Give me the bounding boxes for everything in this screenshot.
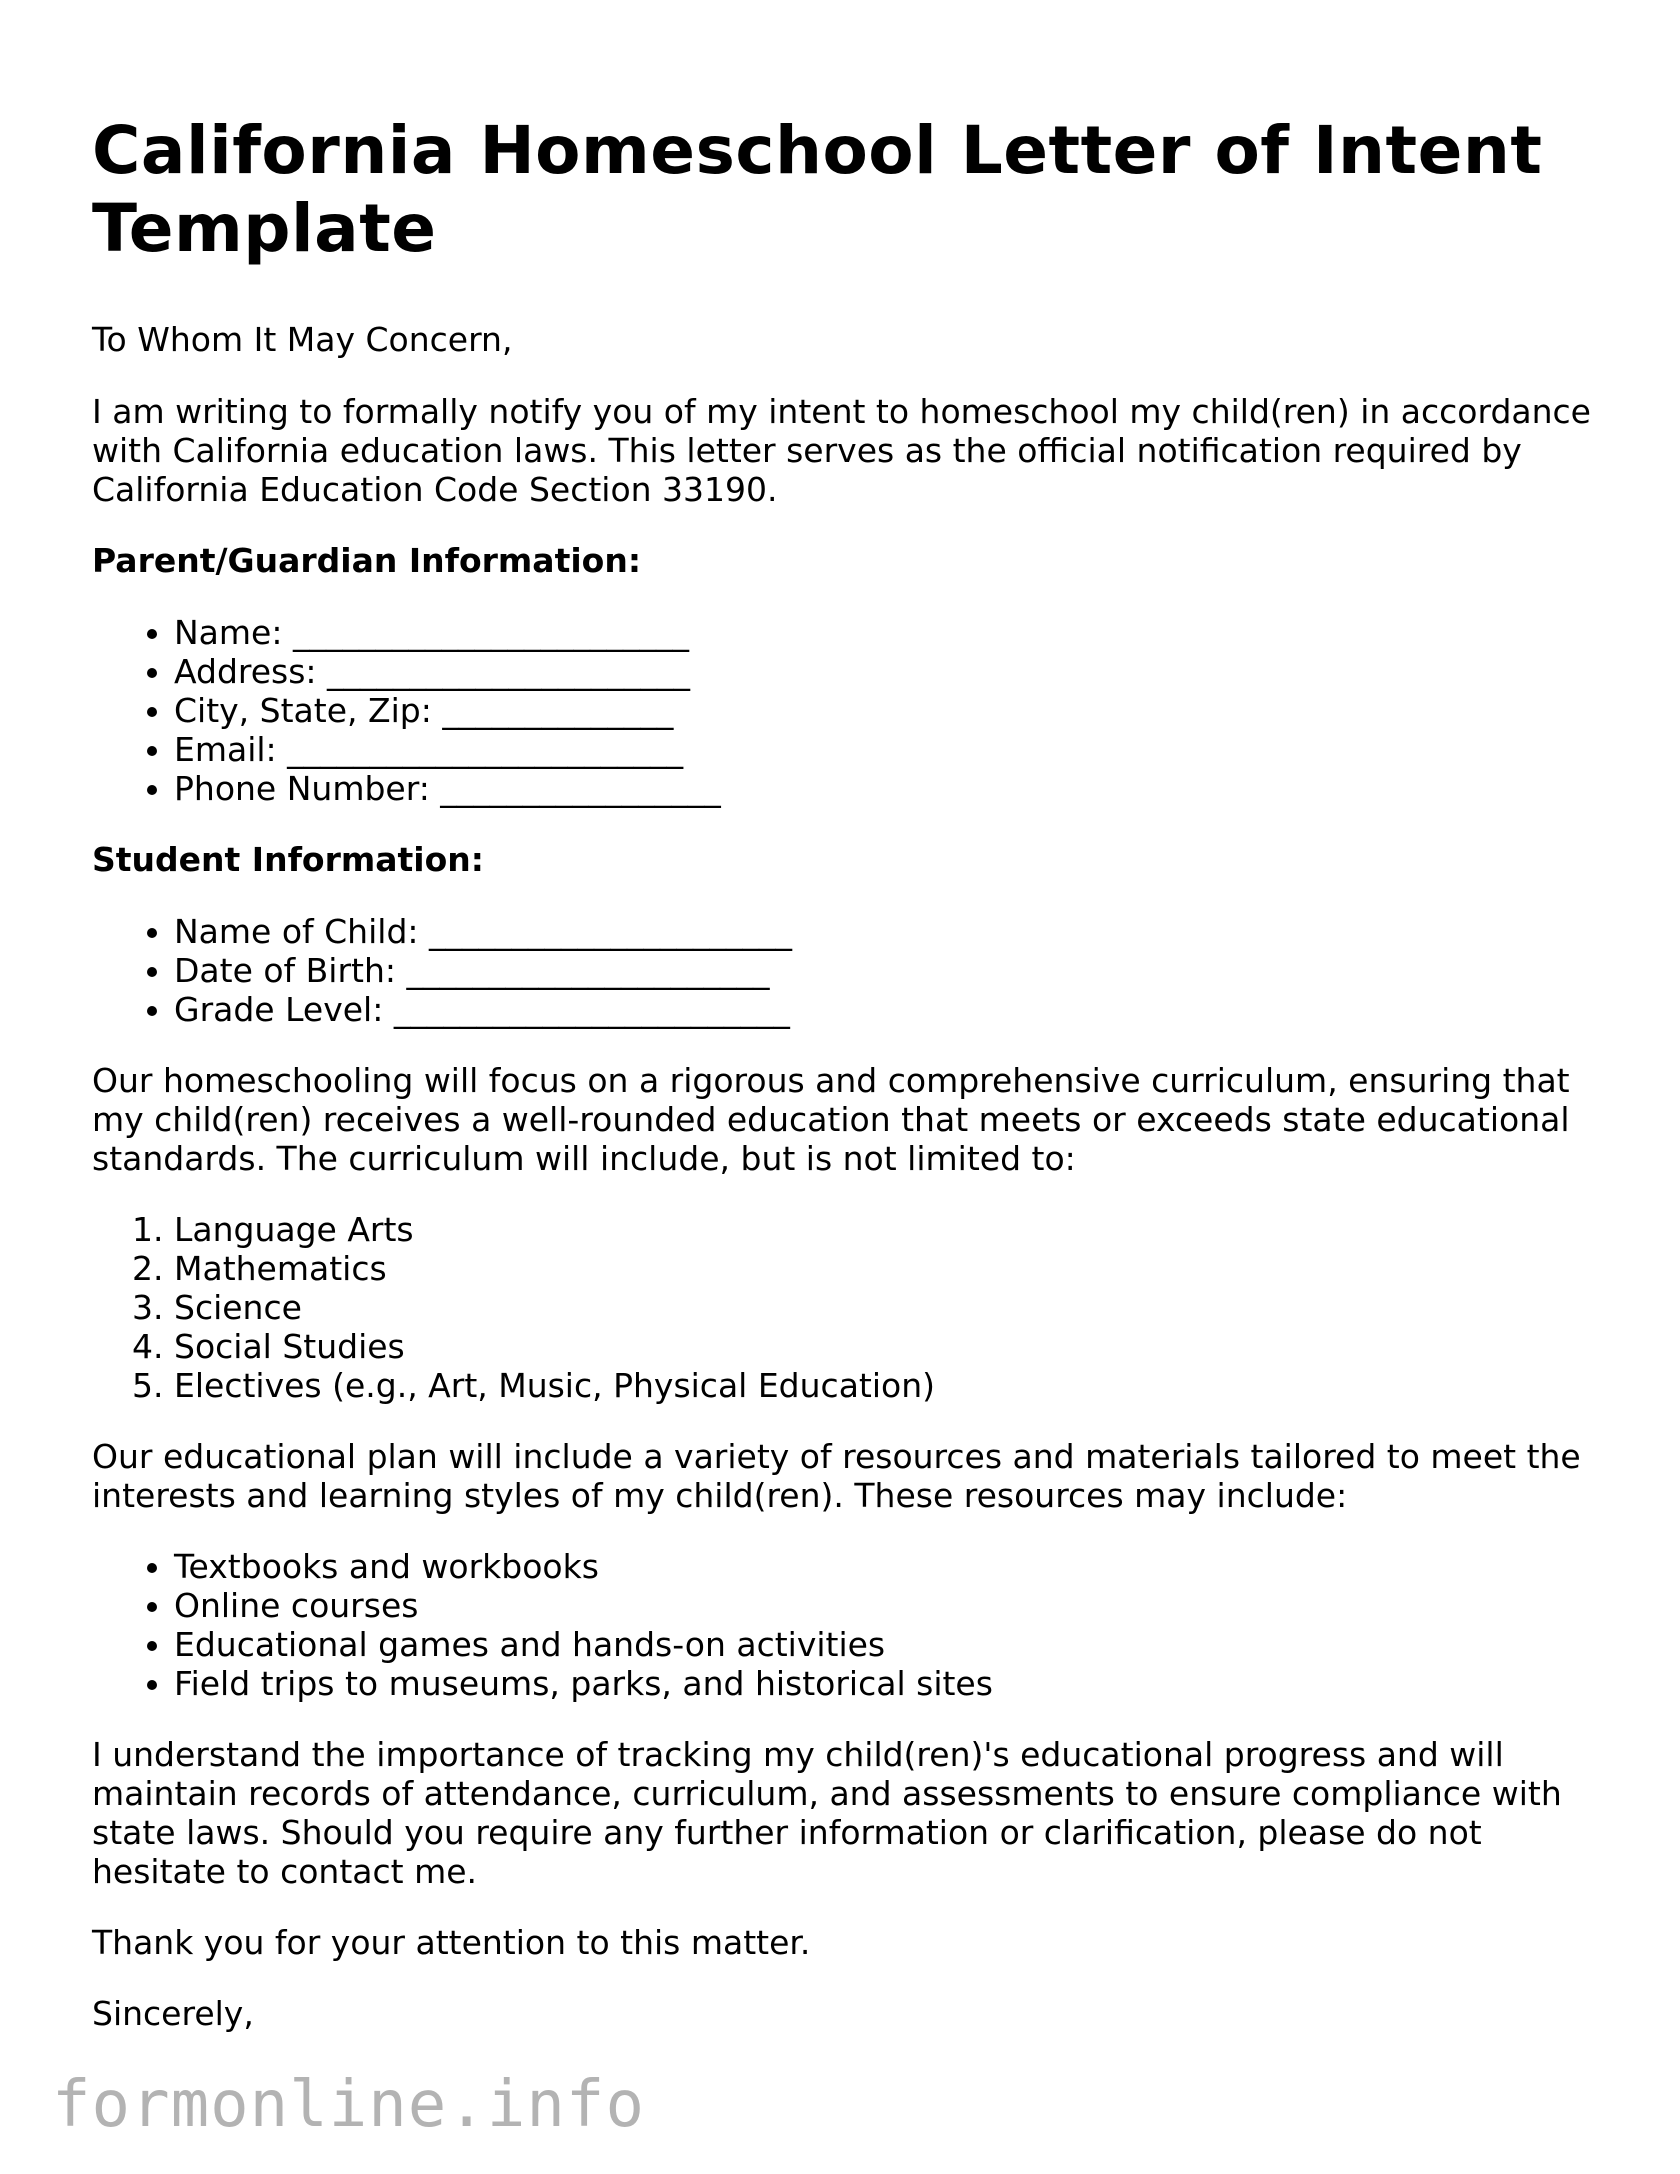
student-grade-field: • Grade Level: ________________________ <box>174 990 1612 1029</box>
page-title: California Homeschool Letter of Intent Template <box>92 112 1543 267</box>
list-item: 3. Science <box>174 1288 1612 1327</box>
parent-info-list <box>92 613 1612 808</box>
list-item: 4. Social Studies <box>174 1327 1612 1366</box>
parent-name-field: • Name: ________________________ <box>174 613 1612 652</box>
greeting: To Whom It May Concern, <box>92 320 513 359</box>
list-item: • Educational games and hands-on activities <box>174 1625 1612 1664</box>
curriculum-list <box>92 1210 1612 1405</box>
intro-paragraph: I am writing to formally notify you of my intent to homeschool my child(ren) in accordance with California education laws. This letter serves as the official notification required by California Education Code Section 33190. <box>92 392 1591 509</box>
resources-list <box>92 1547 1612 1703</box>
list-item: • Textbooks and workbooks <box>174 1547 1612 1586</box>
list-item: 2. Mathematics <box>174 1249 1612 1288</box>
thanks-paragraph: Thank you for your attention to this matter. <box>92 1923 811 1962</box>
student-info-heading: Student Information: <box>92 840 484 879</box>
list-item: • Field trips to museums, parks, and historical sites <box>174 1664 1612 1703</box>
letter-document <box>92 112 1612 2033</box>
parent-info-heading: Parent/Guardian Information: <box>92 541 642 580</box>
student-info-list <box>92 912 1612 1029</box>
watermark: formonline.info <box>52 2068 645 2142</box>
parent-address-field: • Address: ______________________ <box>174 652 1612 691</box>
records-paragraph: I understand the importance of tracking my child(ren)'s educational progress and will maintain records of attendance, curriculum, and assessments to ensure compliance with state laws. Should you require any further information or clarification, please do not hesitate to contact me. <box>92 1735 1562 1891</box>
list-item: 5. Electives (e.g., Art, Music, Physical Education) <box>174 1366 1612 1405</box>
list-item: 1. Language Arts <box>174 1210 1612 1249</box>
parent-phone-field: • Phone Number: _________________ <box>174 769 1612 808</box>
closing: Sincerely, <box>92 1994 254 2033</box>
parent-email-field: • Email: ________________________ <box>174 730 1612 769</box>
curriculum-paragraph: Our homeschooling will focus on a rigorous and comprehensive curriculum, ensuring that my child(ren) receives a well-rounded education that meets or exceeds state educational standards. The curriculum will include, but is not limited to: <box>92 1061 1570 1178</box>
parent-city-state-zip-field: • City, State, Zip: ______________ <box>174 691 1612 730</box>
student-name-field: • Name of Child: ______________________ <box>174 912 1612 951</box>
student-dob-field: • Date of Birth: ______________________ <box>174 951 1612 990</box>
list-item: • Online courses <box>174 1586 1612 1625</box>
resources-paragraph: Our educational plan will include a variety of resources and materials tailored to meet the interests and learning styles of my child(ren). These resources may include: <box>92 1437 1581 1515</box>
